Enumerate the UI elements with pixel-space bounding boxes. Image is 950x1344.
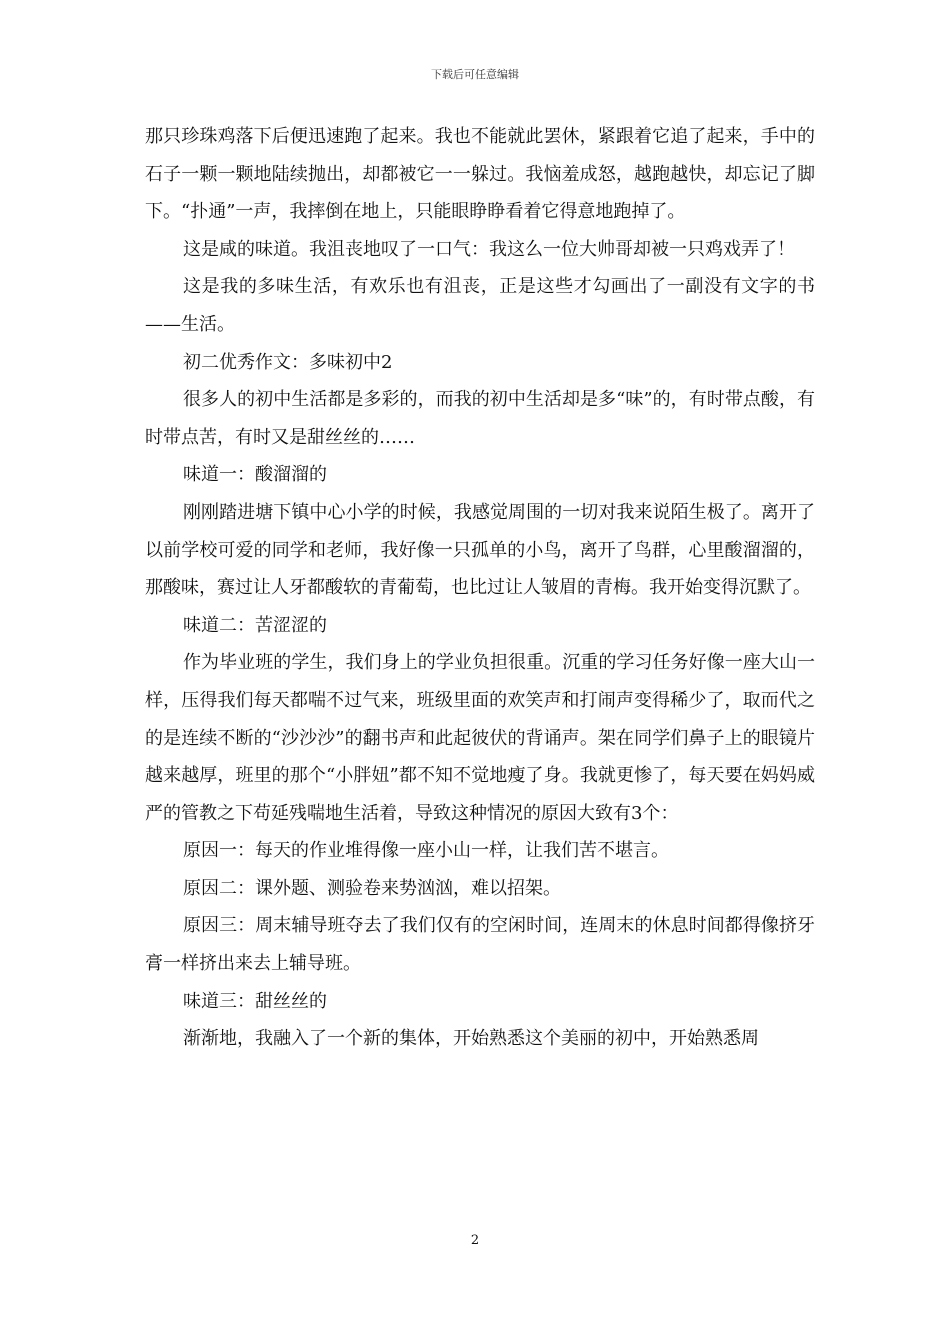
paragraph: 这是我的多味生活，有欢乐也有沮丧，正是这些才勾画出了一副没有文字的书——生活。 [145, 276, 815, 335]
paragraph: 这是咸的味道。我沮丧地叹了一口气：我这么一位大帅哥却被一只鸡戏弄了！ [183, 238, 795, 260]
list-item: 原因三：周末辅导班夺去了我们仅有的空闲时间，连周末的休息时间都得像挤牙膏一样挤出来去上辅导班。 [145, 915, 815, 975]
paragraph: 刚刚踏进塘下镇中心小学的时候，我感觉周围的一切对我来说陌生极了。离开了以前学校可爱的同学和老师，我好像一只孤单的小鸟，离开了鸟群，心里酸溜溜的，那酸味，赛过让人牙都酸软的青葡萄，也比过让人皱眉的青梅。我开始变得沉默了。 [145, 501, 815, 599]
page-number: 2 [470, 1233, 480, 1248]
document-body [145, 118, 815, 1058]
paragraph: 那只珍珠鸡落下后便迅速跑了起来。我也不能就此罢休，紧跟着它追了起来，手中的石子一颗一颗地陆续抛出，却都被它一一躲过。我恼羞成怒，越跑越快，却忘记了脚下。“扑通”一声，我摔倒在地上，只能眼睁睁看着它得意地跑掉了。 [145, 126, 815, 223]
paragraph: 作为毕业班的学生，我们身上的学业负担很重。沉重的学习任务好像一座大山一样，压得我们每天都喘不过气来，班级里面的欢笑声和打闹声变得稀少了，取而代之的是连续不断的“沙沙沙”的翻书声和此起彼伏的背诵声。架在同学们鼻子上的眼镜片越来越厚，班里的那个“小胖妞”都不知不觉地瘦了身。我就更惨了，每天要在妈妈威严的管教之下苟延残喘地生活着，导致这种情况的原因大致有3个： [145, 652, 815, 824]
list-item: 原因一：每天的作业堆得像一座小山一样，让我们苦不堪言。 [183, 840, 669, 862]
paragraph: 很多人的初中生活都是多彩的，而我的初中生活却是多“味”的，有时带点酸，有时带点苦，有时又是甜丝丝的…… [145, 389, 815, 448]
subheading: 味道三：甜丝丝的 [183, 990, 327, 1012]
section-title: 初二优秀作文：多味初中2 [183, 351, 393, 373]
subheading: 味道一：酸溜溜的 [183, 464, 327, 486]
subheading: 味道二：苦涩涩的 [183, 614, 327, 636]
page-header: 下载后可任意编辑 [431, 68, 519, 81]
paragraph: 渐渐地，我融入了一个新的集体，开始熟悉这个美丽的初中，开始熟悉周 [183, 1028, 759, 1050]
list-item: 原因二：课外题、测验卷来势汹汹，难以招架。 [183, 877, 561, 899]
